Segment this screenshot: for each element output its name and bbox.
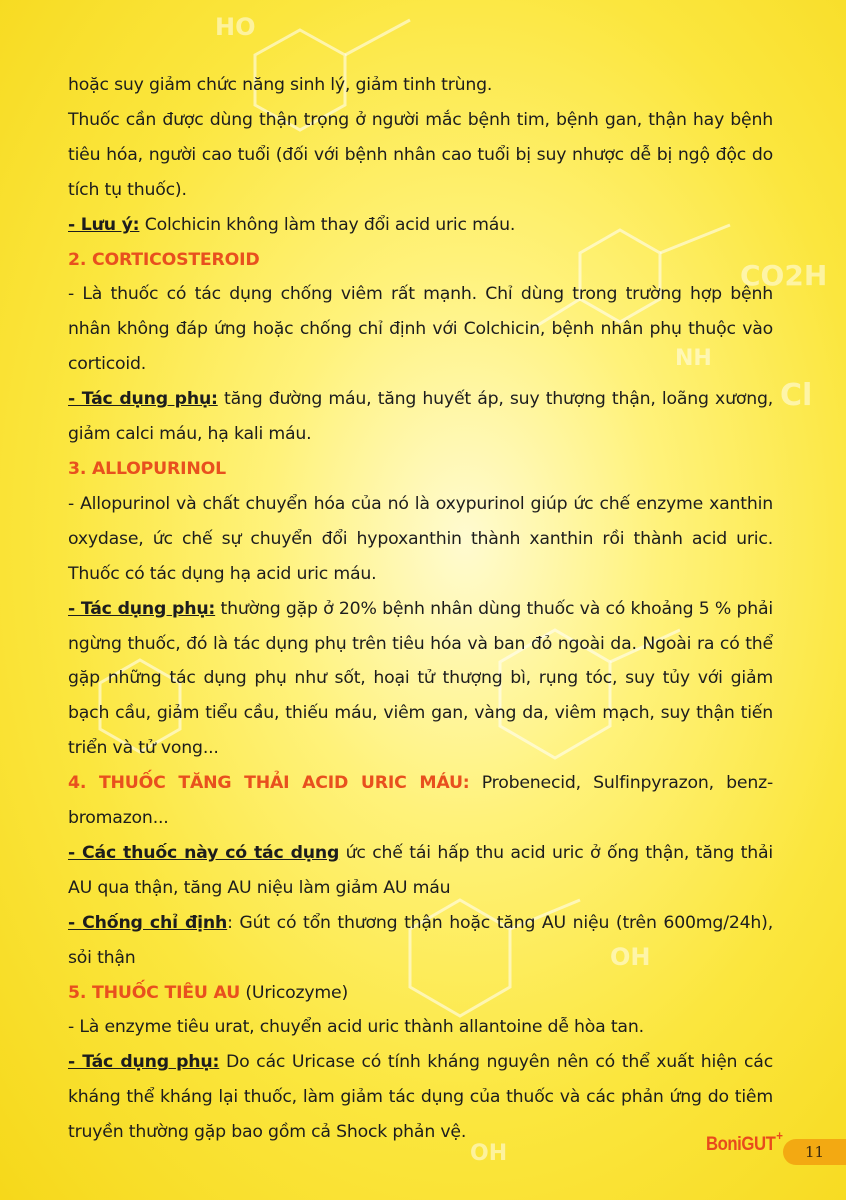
section-heading: 3. ALLOPURINOL — [68, 458, 226, 479]
body-text: (Uricozyme) — [240, 982, 349, 1003]
paragraph — [68, 1045, 773, 1150]
field-label: - Các thuốc này có tác dụng — [68, 842, 340, 863]
paragraph — [68, 382, 773, 452]
field-label: - Chống chỉ định — [68, 912, 228, 933]
body-text: Probenecid, Sulfinpyrazon, benz-bromazon... — [68, 773, 773, 829]
body-text: ức chế tái hấp thu acid uric ở ống thận, tăng thải AU qua thận, tăng AU niệu làm giảm AU máu — [68, 842, 773, 898]
paragraph — [68, 592, 773, 767]
body-text: thường gặp ở 20% bệnh nhân dùng thuốc và có khoảng 5 % phải ngừng thuốc, đó là tác dụng phụ trên tiêu hóa và ban đỏ ngoài da. Ngoài ra có thể gặp những tác dụng phụ như sốt, hoại tử thượng bì, rụng tóc, suy tủy với giảm bạch cầu, giảm tiểu cầu, thiếu máu, viêm gan, vàng da, viêm mạch, suy thận tiến triển và tử vong... — [68, 598, 773, 759]
section-heading: 4. THUỐC TĂNG THẢI ACID URIC MÁU: — [68, 773, 470, 794]
document-body — [68, 68, 773, 1150]
body-text: tăng đường máu, tăng huyết áp, suy thượng thận, loãng xương, giảm calci máu, hạ kali máu. — [68, 389, 774, 445]
field-label: - Lưu ý: — [68, 214, 140, 235]
svg-text:Cl: Cl — [780, 378, 813, 413]
paragraph — [68, 836, 773, 906]
body-text: - Là thuốc có tác dụng chống viêm rất mạnh. Chỉ dùng trong trường hợp bệnh nhân không đáp ứng hoặc chống chỉ định với Colchicin, bệnh nhân phụ thuộc vào corticoid. — [68, 284, 773, 375]
paragraph — [68, 976, 773, 1011]
paragraph — [68, 766, 773, 836]
body-text: - Là enzyme tiêu urat, chuyển acid uric thành allantoine dễ hòa tan. — [68, 1017, 644, 1038]
svg-text:OH: OH — [610, 943, 651, 971]
svg-text:NH: NH — [675, 346, 712, 371]
paragraph — [68, 277, 773, 382]
paragraph — [68, 906, 773, 976]
page-number: 11 — [783, 1139, 846, 1165]
paragraph — [68, 208, 773, 243]
svg-text:CO2H: CO2H — [740, 259, 828, 292]
paragraph — [68, 68, 773, 103]
paragraph — [68, 452, 773, 487]
paragraph — [68, 1010, 773, 1045]
section-heading: 2. CORTICOSTEROID — [68, 249, 260, 270]
body-text: Thuốc cần được dùng thận trọng ở người mắc bệnh tim, bệnh gan, thận hay bệnh tiêu hóa, người cao tuổi (đối với bệnh nhân cao tuổi bị suy nhược dễ bị ngộ độc do tích tụ thuốc). — [68, 109, 773, 200]
paragraph — [68, 103, 773, 208]
body-text: : Gút có tổn thương thận hoặc tăng AU niệu (trên 600mg/24h), sỏi thận — [68, 912, 774, 968]
svg-text:OH: OH — [470, 1141, 508, 1166]
body-text: - Allopurinol và chất chuyển hóa của nó là oxypurinol giúp ức chế enzyme xanthin oxydase, ức chế sự chuyển đổi hypoxanthin thành xanthin rồi thành acid uric. Thuốc có tác dụng hạ acid uric máu. — [68, 493, 773, 584]
brand-plus-icon: + — [776, 1128, 783, 1143]
section-heading: 5. THUỐC TIÊU AU — [68, 982, 241, 1003]
body-text: hoặc suy giảm chức năng sinh lý, giảm tinh trùng. — [68, 75, 493, 95]
paragraph — [68, 243, 773, 278]
svg-text:HO: HO — [215, 13, 256, 41]
field-label: - Tác dụng phụ: — [68, 389, 218, 410]
brand-name: BoniGUT — [706, 1134, 776, 1155]
field-label: - Tác dụng phụ: — [68, 598, 216, 619]
body-text: Colchicin không làm thay đổi acid uric máu. — [139, 214, 516, 235]
paragraph — [68, 487, 773, 592]
brand-logo — [706, 1128, 783, 1156]
body-text: Do các Uricase có tính kháng nguyên nên có thể xuất hiện các kháng thể kháng lại thuốc, làm giảm tác dụng của thuốc và các phản ứng do tiêm truyền thường gặp bao gồm cả Shock phản vệ. — [68, 1052, 774, 1143]
field-label: - Tác dụng phụ: — [68, 1052, 220, 1073]
